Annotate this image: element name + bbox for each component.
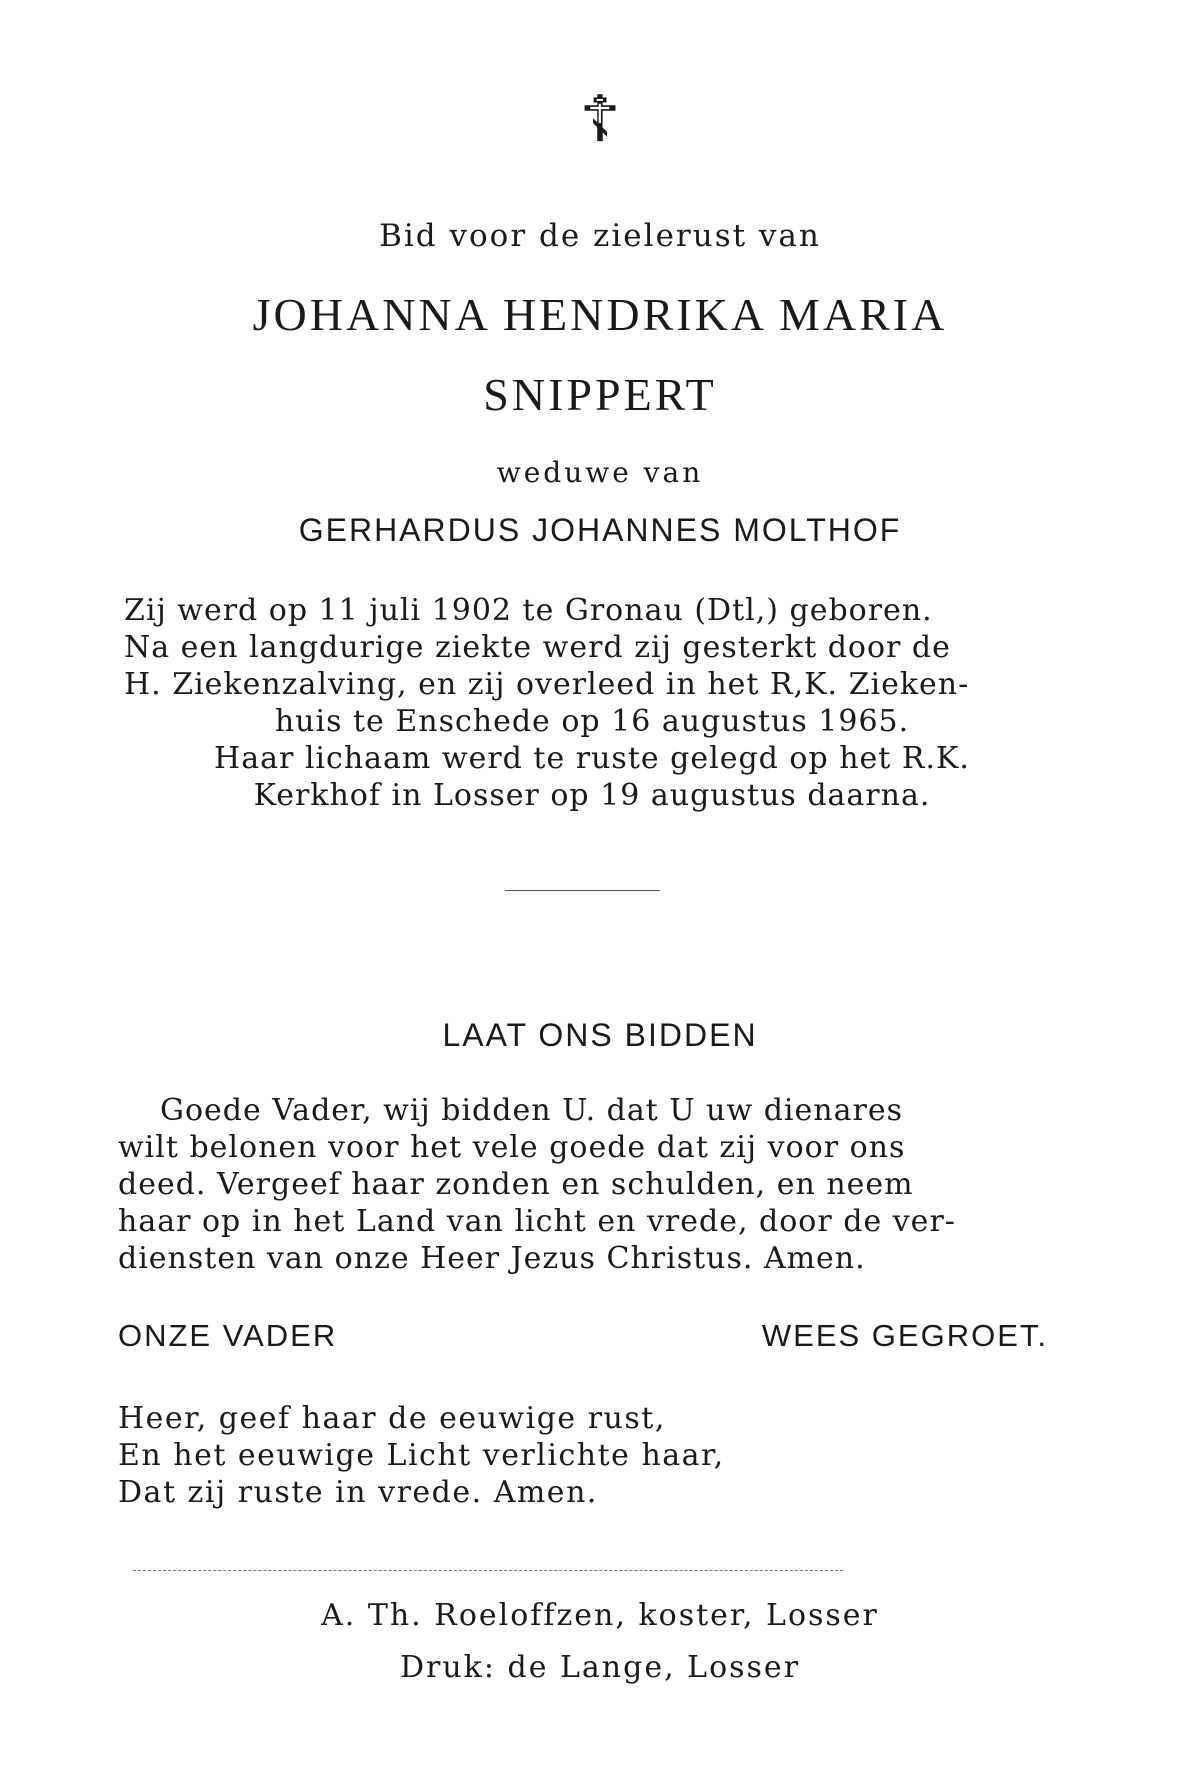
widow-of-label: weduwe van bbox=[496, 456, 704, 489]
footer-divider bbox=[133, 1570, 843, 1571]
rest-verse-line: Heer, geef haar de eeuwige rust, bbox=[118, 1401, 666, 1436]
biography bbox=[124, 592, 1060, 814]
prayer-hail-mary: WEES GEGROET. bbox=[761, 1318, 1048, 1353]
divider bbox=[505, 890, 660, 891]
prayer-line: diensten van onze Heer Jezus Christus. Amen. bbox=[118, 1241, 866, 1276]
printer-credit: Druk: de Lange, Losser bbox=[399, 1650, 801, 1685]
deceased-surname: SNIPPERT bbox=[483, 369, 717, 420]
prayer-names-row bbox=[118, 1318, 1048, 1354]
prayer-line: Goede Vader, wij bidden U. dat U uw dienares bbox=[160, 1093, 903, 1128]
biography-line: Haar lichaam werd te ruste gelegd op het R.K. bbox=[214, 741, 970, 776]
biography-line: H. Ziekenzalving, en zij overleed in het R,K. Zieken- bbox=[124, 667, 970, 702]
prayer-line: deed. Vergeef haar zonden en schulden, en neem bbox=[118, 1167, 914, 1202]
prayer-text bbox=[118, 1092, 1048, 1277]
biography-line: Zij werd op 11 juli 1902 te Gronau (Dtl,) geboren. bbox=[124, 593, 933, 628]
husband-name: GERHARDUS JOHANNES MOLTHOF bbox=[298, 512, 902, 548]
prayer-line: wilt belonen voor het vele goede dat zij voor ons bbox=[118, 1130, 906, 1165]
rest-verse bbox=[118, 1400, 725, 1511]
rest-verse-line: En het eeuwige Licht verlichte haar, bbox=[118, 1438, 725, 1473]
biography-line: huis te Enschede op 16 augustus 1965. bbox=[274, 704, 910, 739]
biography-line: Kerkhof in Losser op 19 augustus daarna. bbox=[253, 778, 931, 813]
rest-verse-line: Dat zij ruste in vrede. Amen. bbox=[118, 1475, 598, 1510]
biography-line: Na een langdurige ziekte werd zij gesterkt door de bbox=[124, 630, 951, 665]
sexton-credit: A. Th. Roeloffzen, koster, Losser bbox=[321, 1598, 879, 1633]
prayer-line: haar op in het Land van licht en vrede, door de ver- bbox=[118, 1204, 956, 1239]
prayer-intro: Bid voor de zielerust van bbox=[379, 218, 821, 254]
prayer-our-father: ONZE VADER bbox=[118, 1318, 338, 1353]
cross-icon: ☦ bbox=[579, 83, 621, 157]
prayer-heading: LAAT ONS BIDDEN bbox=[442, 1017, 758, 1053]
deceased-given-names: JOHANNA HENDRIKA MARIA bbox=[252, 289, 948, 340]
